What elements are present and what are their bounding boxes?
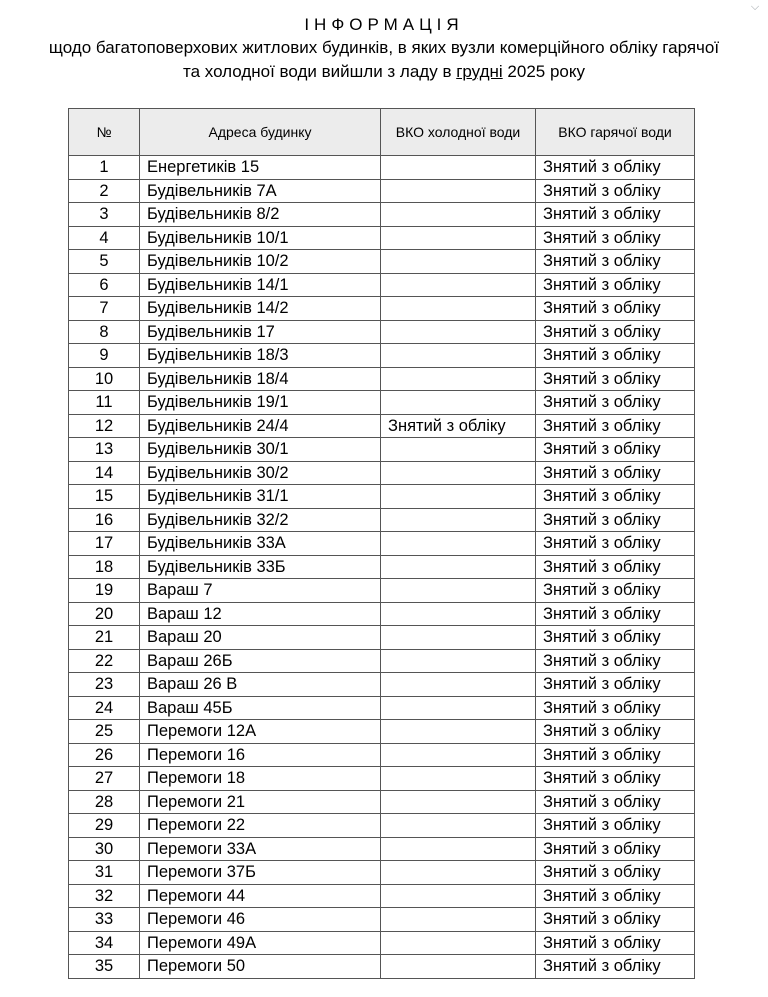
row-address: Будівельників 33Б [140,555,381,579]
row-address: Перемоги 21 [140,790,381,814]
row-cold-water-status [381,884,536,908]
row-cold-water-status [381,861,536,885]
row-address: Будівельників 10/2 [140,250,381,274]
document-subtitle-line2 [0,60,768,84]
table-row [69,649,695,673]
row-address: Перемоги 50 [140,955,381,979]
row-cold-water-status [381,837,536,861]
row-cold-water-status [381,720,536,744]
row-hot-water-status: Знятий з обліку [536,790,695,814]
row-cold-water-status [381,391,536,415]
table-row [69,532,695,556]
row-number: 14 [69,461,140,485]
row-hot-water-status: Знятий з обліку [536,955,695,979]
header-num: № [69,109,140,156]
row-number: 7 [69,297,140,321]
table-row [69,837,695,861]
row-cold-water-status [381,955,536,979]
row-cold-water-status [381,908,536,932]
table-row [69,861,695,885]
row-address: Будівельників 24/4 [140,414,381,438]
table-row [69,391,695,415]
row-number: 24 [69,696,140,720]
row-number: 29 [69,814,140,838]
row-number: 26 [69,743,140,767]
table-row [69,884,695,908]
table-row [69,367,695,391]
table-row [69,414,695,438]
row-hot-water-status: Знятий з обліку [536,673,695,697]
row-cold-water-status [381,226,536,250]
row-number: 18 [69,555,140,579]
row-number: 4 [69,226,140,250]
row-address: Будівельників 30/1 [140,438,381,462]
table-row [69,297,695,321]
row-hot-water-status: Знятий з обліку [536,884,695,908]
row-number: 28 [69,790,140,814]
row-cold-water-status [381,767,536,791]
row-cold-water-status [381,250,536,274]
row-hot-water-status: Знятий з обліку [536,203,695,227]
row-hot-water-status: Знятий з обліку [536,391,695,415]
row-hot-water-status: Знятий з обліку [536,931,695,955]
row-hot-water-status: Знятий з обліку [536,508,695,532]
row-address: Вараш 7 [140,579,381,603]
table-row [69,790,695,814]
row-hot-water-status: Знятий з обліку [536,649,695,673]
row-hot-water-status: Знятий з обліку [536,344,695,368]
row-hot-water-status: Знятий з обліку [536,532,695,556]
row-hot-water-status: Знятий з обліку [536,908,695,932]
table-row [69,579,695,603]
row-address: Будівельників 7А [140,179,381,203]
table-row [69,955,695,979]
row-hot-water-status: Знятий з обліку [536,367,695,391]
table-row [69,602,695,626]
row-hot-water-status: Знятий з обліку [536,156,695,180]
row-hot-water-status: Знятий з обліку [536,438,695,462]
row-cold-water-status [381,626,536,650]
row-address: Перемоги 44 [140,884,381,908]
meters-table [68,108,695,979]
row-number: 6 [69,273,140,297]
row-address: Перемоги 22 [140,814,381,838]
row-cold-water-status [381,532,536,556]
row-cold-water-status [381,179,536,203]
table-row [69,626,695,650]
row-number: 16 [69,508,140,532]
row-hot-water-status: Знятий з обліку [536,767,695,791]
row-cold-water-status [381,931,536,955]
table-row [69,908,695,932]
row-address: Перемоги 46 [140,908,381,932]
row-address: Вараш 12 [140,602,381,626]
row-address: Перемоги 37Б [140,861,381,885]
row-hot-water-status: Знятий з обліку [536,555,695,579]
table-row [69,320,695,344]
row-cold-water-status [381,555,536,579]
row-hot-water-status: Знятий з обліку [536,696,695,720]
row-cold-water-status [381,438,536,462]
row-hot-water-status: Знятий з обліку [536,720,695,744]
row-address: Перемоги 33А [140,837,381,861]
row-hot-water-status: Знятий з обліку [536,273,695,297]
row-address: Будівельників 18/3 [140,344,381,368]
row-hot-water-status: Знятий з обліку [536,414,695,438]
row-number: 3 [69,203,140,227]
row-address: Будівельників 14/1 [140,273,381,297]
table-body [69,156,695,979]
header-cold-water: ВКО холодної води [381,109,536,156]
row-address: Будівельників 14/2 [140,297,381,321]
table-row [69,461,695,485]
row-hot-water-status: Знятий з обліку [536,743,695,767]
row-number: 15 [69,485,140,509]
table-row [69,226,695,250]
row-address: Вараш 20 [140,626,381,650]
table-row [69,814,695,838]
chevron-mark-icon: ⌵ [750,1,760,13]
row-number: 12 [69,414,140,438]
row-hot-water-status: Знятий з обліку [536,814,695,838]
row-number: 2 [69,179,140,203]
row-number: 19 [69,579,140,603]
table-row [69,438,695,462]
row-number: 22 [69,649,140,673]
table-header-row [69,109,695,156]
row-hot-water-status: Знятий з обліку [536,837,695,861]
row-cold-water-status [381,790,536,814]
table-row [69,156,695,180]
row-cold-water-status [381,367,536,391]
row-cold-water-status [381,673,536,697]
row-number: 30 [69,837,140,861]
row-cold-water-status [381,156,536,180]
row-cold-water-status [381,602,536,626]
row-cold-water-status [381,485,536,509]
row-address: Будівельників 10/1 [140,226,381,250]
row-address: Вараш 26 В [140,673,381,697]
row-number: 17 [69,532,140,556]
row-number: 27 [69,767,140,791]
row-address: Перемоги 18 [140,767,381,791]
row-cold-water-status [381,508,536,532]
row-address: Будівельників 18/4 [140,367,381,391]
document-title: ІНФОРМАЦІЯ [304,15,464,34]
row-address: Будівельників 32/2 [140,508,381,532]
row-hot-water-status: Знятий з обліку [536,861,695,885]
row-number: 9 [69,344,140,368]
row-number: 11 [69,391,140,415]
table-row [69,743,695,767]
table-row [69,696,695,720]
row-address: Вараш 45Б [140,696,381,720]
row-hot-water-status: Знятий з обліку [536,579,695,603]
row-hot-water-status: Знятий з обліку [536,179,695,203]
table-row [69,508,695,532]
row-hot-water-status: Знятий з обліку [536,626,695,650]
row-address: Будівельників 19/1 [140,391,381,415]
row-address: Перемоги 49А [140,931,381,955]
row-address: Будівельників 17 [140,320,381,344]
row-cold-water-status [381,649,536,673]
row-cold-water-status [381,344,536,368]
row-hot-water-status: Знятий з обліку [536,461,695,485]
subtitle-text-before: та холодної води вийшли з ладу в [182,62,457,81]
row-number: 5 [69,250,140,274]
row-cold-water-status [381,203,536,227]
table-row [69,767,695,791]
row-cold-water-status: Знятий з обліку [381,414,536,438]
row-number: 25 [69,720,140,744]
row-number: 35 [69,955,140,979]
row-address: Будівельників 8/2 [140,203,381,227]
row-address: Перемоги 12А [140,720,381,744]
row-hot-water-status: Знятий з обліку [536,320,695,344]
row-cold-water-status [381,743,536,767]
header-address: Адреса будинку [140,109,381,156]
table-row [69,720,695,744]
row-hot-water-status: Знятий з обліку [536,250,695,274]
table-row [69,931,695,955]
row-address: Будівельників 30/2 [140,461,381,485]
row-number: 1 [69,156,140,180]
table-row [69,273,695,297]
row-number: 10 [69,367,140,391]
table-row [69,485,695,509]
row-number: 13 [69,438,140,462]
subtitle-text-after: 2025 року [502,62,585,81]
table-row [69,673,695,697]
row-number: 8 [69,320,140,344]
row-address: Вараш 26Б [140,649,381,673]
row-number: 20 [69,602,140,626]
row-hot-water-status: Знятий з обліку [536,226,695,250]
table-row [69,344,695,368]
document-subtitle-line1: щодо багатоповерхових житлових будинків, в яких вузли комерційного обліку гарячої [48,38,720,57]
row-address: Перемоги 16 [140,743,381,767]
row-cold-water-status [381,273,536,297]
row-cold-water-status [381,696,536,720]
table-row [69,555,695,579]
row-number: 33 [69,908,140,932]
row-address: Будівельників 33А [140,532,381,556]
row-hot-water-status: Знятий з обліку [536,297,695,321]
row-cold-water-status [381,579,536,603]
row-number: 21 [69,626,140,650]
table-row [69,250,695,274]
row-cold-water-status [381,297,536,321]
subtitle-month: грудні [456,62,503,81]
row-address: Будівельників 31/1 [140,485,381,509]
row-cold-water-status [381,814,536,838]
table-row [69,179,695,203]
row-cold-water-status [381,461,536,485]
row-number: 34 [69,931,140,955]
row-number: 23 [69,673,140,697]
row-hot-water-status: Знятий з обліку [536,485,695,509]
header-hot-water: ВКО гарячої води [536,109,695,156]
document-header [0,14,768,84]
row-number: 32 [69,884,140,908]
row-hot-water-status: Знятий з обліку [536,602,695,626]
row-number: 31 [69,861,140,885]
row-address: Енергетиків 15 [140,156,381,180]
table-row [69,203,695,227]
row-cold-water-status [381,320,536,344]
